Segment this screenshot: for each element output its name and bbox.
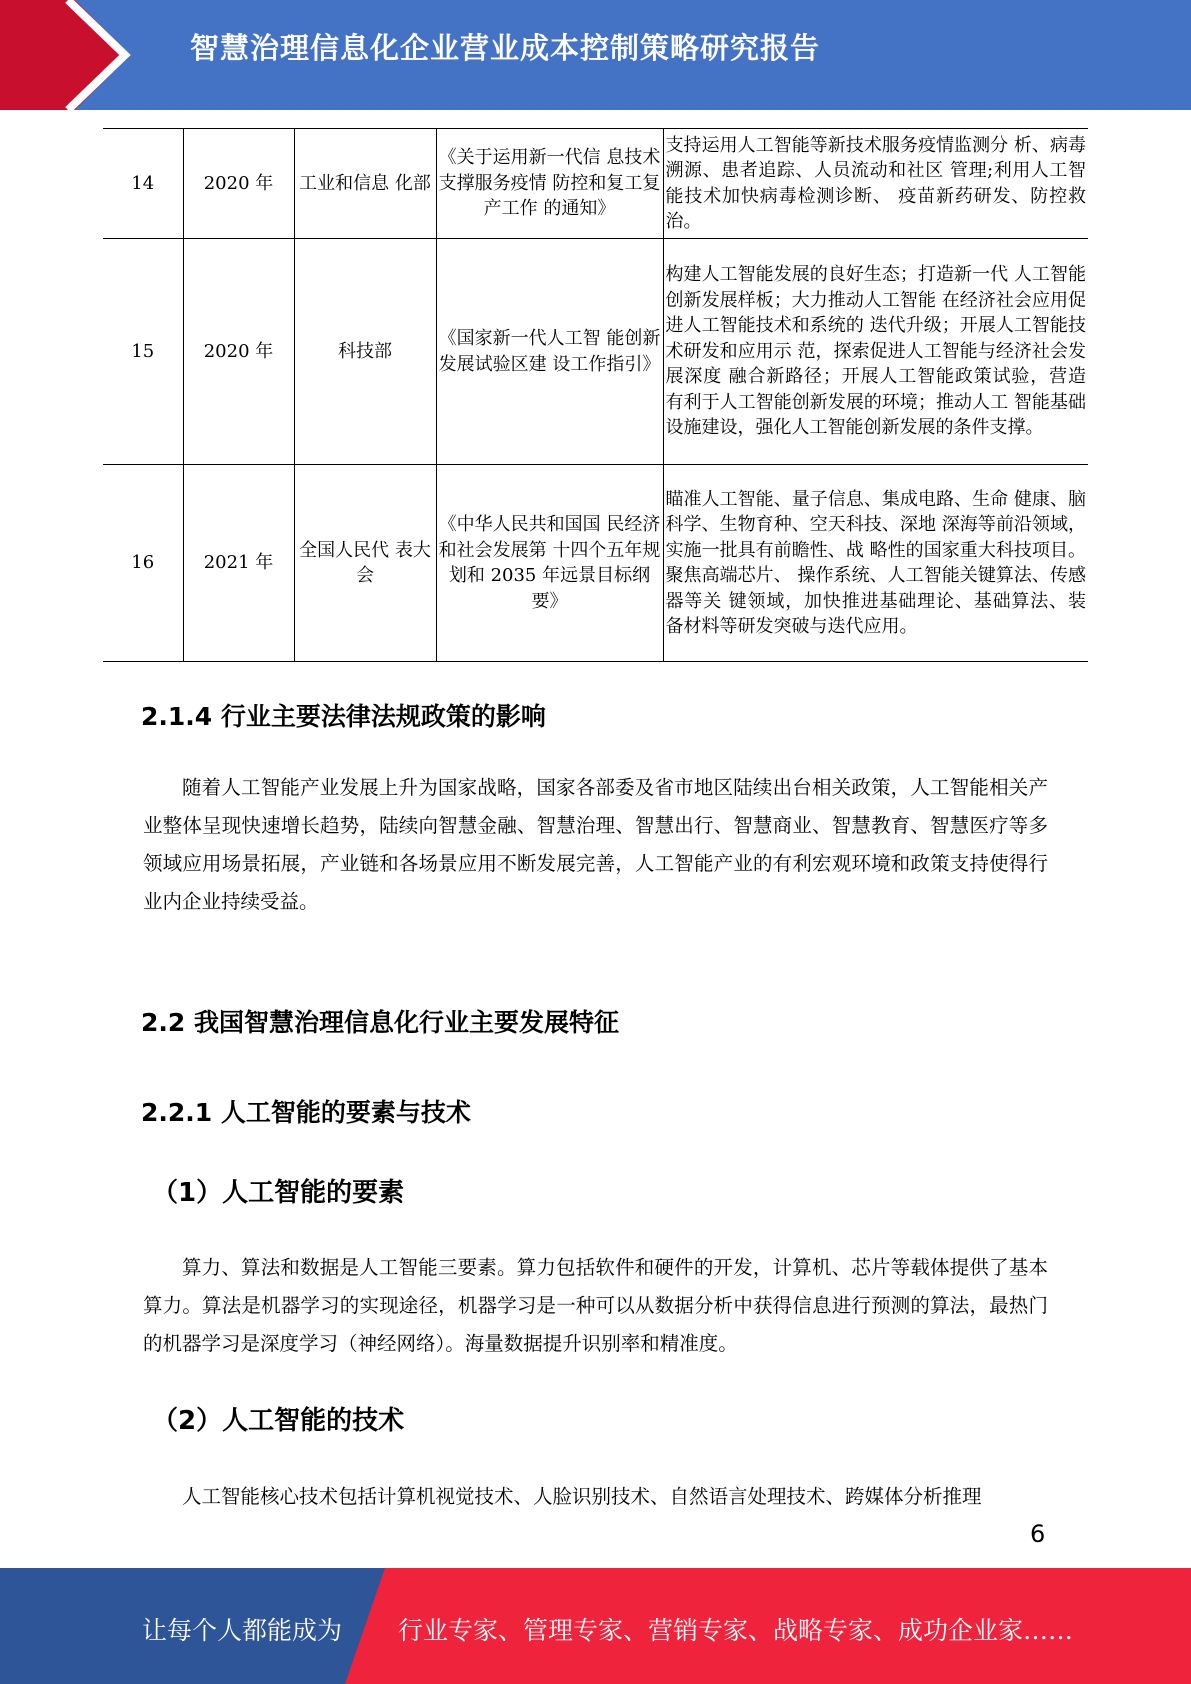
row-content: 构建人工智能发展的良好生态；打造新一代 人工智能创新发展样板；大力推动人工智能 在经济社会应用促进人工智能技术和系统的 迭代升级；开展人工智能技术研发和应用示 范，探索促进人工智能与经济社会发展深度 融合新路径；开展人工智能政策试验，营造 有利于人工智能创新发展的环境；推动人工 智能基础设施建设，强化人工智能创新发展的条件支撑。: [663, 239, 1088, 465]
table-row: [103, 239, 1088, 465]
row-year: 2020 年: [183, 129, 294, 239]
row-content: 支持运用人工智能等新技术服务疫情监测分 析、病毒溯源、患者追踪、人员流动和社区 管理;利用人工智能技术加快病毒检测诊断、 疫苗新药研发、防控救治。: [663, 129, 1088, 239]
table-row: [103, 465, 1088, 662]
row-year: 2021 年: [183, 465, 294, 662]
row-document: 《关于运用新一代信 息技术支撑服务疫情 防控和复工复产工作 的通知》: [436, 129, 663, 239]
row-document: 《国家新一代人工智 能创新发展试验区建 设工作指引》: [436, 239, 663, 465]
row-department: 工业和信息 化部: [294, 129, 436, 239]
row-department: 科技部: [294, 239, 436, 465]
row-number: 14: [103, 129, 183, 239]
section-heading-2-2-1: 2.2.1 人工智能的要素与技术: [141, 1098, 471, 1127]
page-footer: [0, 1568, 1191, 1684]
footer-slogan-left: 让每个人都能成为: [142, 1616, 343, 1645]
row-year: 2020 年: [183, 239, 294, 465]
page-header: [0, 0, 1191, 110]
row-number: 15: [103, 239, 183, 465]
row-number: 16: [103, 465, 183, 662]
policy-table: [103, 128, 1088, 662]
section-heading-2-1-4: 2.1.4 行业主要法律法规政策的影响: [141, 702, 546, 731]
subsection-technology-paragraph: 人工智能核心技术包括计算机视觉技术、人脸识别技术、自然语言处理技术、跨媒体分析推理: [182, 1485, 982, 1508]
row-department: 全国人民代 表大会: [294, 465, 436, 662]
subsection-elements-paragraph: 算力、算法和数据是人工智能三要素。算力包括软件和硬件的开发，计算机、芯片等载体提供了基本算力。算法是机器学习的实现途径，机器学习是一种可以从数据分析中获得信息进行预测的算法，最热门的机器学习是深度学习（神经网络）。海量数据提升识别率和精准度。: [143, 1256, 1048, 1355]
table-row: [103, 129, 1088, 239]
subsection-heading-elements: （1）人工智能的要素: [152, 1178, 405, 1208]
section-heading-2-2: 2.2 我国智慧治理信息化行业主要发展特征: [141, 1008, 619, 1037]
page-number: 6: [1030, 1520, 1046, 1548]
footer-slogan-right: 行业专家、管理专家、营销专家、战略专家、成功企业家……: [398, 1616, 1074, 1645]
section-2-1-4-paragraph: 随着人工智能产业发展上升为国家战略，国家各部委及省市地区陆续出台相关政策，人工智能相关产业整体呈现快速增长趋势，陆续向智慧金融、智慧治理、智慧出行、智慧商业、智慧教育、智慧医疗等多领域应用场景拓展，产业链和各场景应用不断发展完善，人工智能产业的有利宏观环境和政策支持使得行业内企业持续受益。: [143, 776, 1048, 913]
row-content: 瞄准人工智能、量子信息、集成电路、生命 健康、脑科学、生物育种、空天科技、深地 深海等前沿领域，实施一批具有前瞻性、战 略性的国家重大科技项目。聚焦高端芯片、 操作系统、人工智能关键算法、传感器等关 键领域，加快推进基础理论、基础算法、装 备材料等研发突破与迭代应用。: [663, 465, 1088, 662]
header-red-chevron: [0, 0, 150, 110]
subsection-heading-technology: （2）人工智能的技术: [152, 1406, 405, 1436]
report-title: 智慧治理信息化企业营业成本控制策略研究报告: [190, 31, 821, 65]
row-document: 《中华人民共和国国 民经济和社会发展第 十四个五年规划和 2035 年远景目标纲要》: [436, 465, 663, 662]
